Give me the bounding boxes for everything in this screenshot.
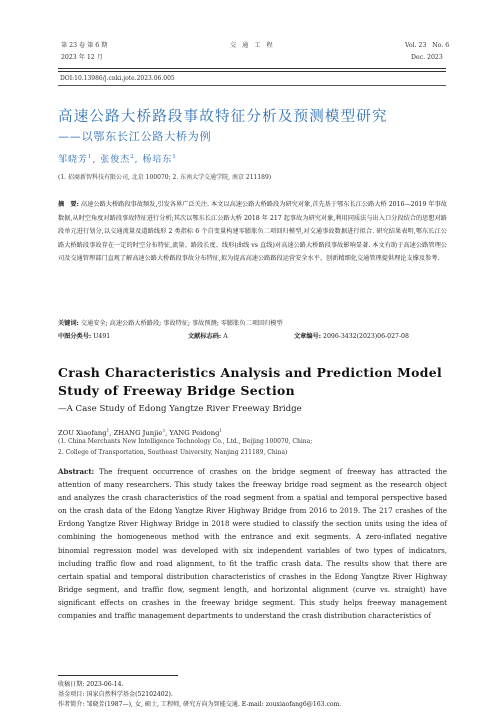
abstract-cn-label: 摘 要: [58, 201, 79, 208]
subtitle-en: —A Case Study of Edong Yangtze River Freeway Bridge [58, 404, 302, 414]
author-en-2: ZHANG Junjie [113, 429, 163, 437]
document-code-value: A [223, 333, 228, 340]
class-number-label: 中图分类号: [58, 333, 92, 340]
abstract-en [58, 465, 447, 622]
doi: DOI:10.13986/j.cnki.jote.2023.06.005 [60, 75, 175, 82]
article-number-value: 2096-3432(2023)06-027-08 [323, 333, 409, 340]
header-volume-en: Vol. 23 No. 6 [405, 42, 450, 49]
keywords-cn [58, 321, 283, 327]
author-cn-2-aff: 2 [130, 154, 135, 160]
header-volume-cn: 第 23 卷 第 6 期 [61, 42, 108, 49]
author-cn-1: 邹晓芳 [58, 155, 89, 165]
doi-rule [58, 85, 446, 86]
author-cn-1-aff: 1 [88, 154, 93, 160]
header-date-en: Dec. 2023 [411, 54, 443, 61]
authors-cn: 邹晓芳$^1$, 张俊杰$^2$, 杨培东$^1$ [58, 154, 177, 165]
abstract-cn-text: 高速公路大桥路段事故频发,引发各界广泛关注. 本文以高速公路大桥路段为研究对象,首先基于鄂东长江公路大桥 2016—2019 年事故数据,从时空角度对路段事故特征进行分析;其次以鄂东长江公路大桥 2018 年 217 起事故为研究对象,利用同质法与出入口分段结合的思想对路段单元进行划分,以交通流量及道路线形 2 类指标 6 个自变量构建零膨胀负二项回归模型,对交通事故数据进行拟合. 研究结果表明,鄂东长江公路大桥路段事故存在一定的时空分布特征,流量、路段长度、线形(曲线 vs 直线)对高速公路大桥路段事故影响显著. 本文有助于高速公路管理公司及交通管理部门直观了解高速公路大桥路段事故分布特征,拟为提高高速公路路段运营安全水平、创新精细化交通管理提供理论支撑及参考. [58, 201, 447, 263]
abstract-cn [58, 198, 447, 266]
article-number [294, 334, 409, 340]
affiliations-cn: (1. 招商新智科技有限公司, 北京 100070; 2. 东南大学交通学院, 南京 211189) [58, 174, 272, 181]
author-en-2-aff: 2 [162, 427, 166, 433]
footnote-fund: 基金项目: 国家自然科学基金(52102402). [58, 691, 173, 698]
subtitle-cn: ——以鄂东长江公路大桥为例 [58, 130, 212, 143]
affiliation-en-1: (1. China Merchants New Intelligence Technology Co., Ltd., Beijing 100070, China; [58, 438, 313, 445]
author-en-3: YANG Peidong [169, 429, 220, 437]
author-en-3-aff: 1 [219, 427, 223, 433]
header-date-cn: 2023 年 12 月 [61, 54, 103, 61]
header-journal-cn: 交 通 工 程 [230, 42, 275, 49]
keywords-cn-text: 交通安全; 高速公路大桥路段; 事故特征; 事故预测; 零膨胀负二项回归模型 [80, 320, 283, 327]
author-cn-2: 张俊杰 [100, 155, 131, 165]
keywords-cn-label: 关键词: [58, 320, 79, 327]
author-en-1-aff: 1 [106, 427, 110, 433]
footnote-received: 收稿日期: 2023-06-14. [58, 681, 124, 688]
author-en-1: ZOU Xiaofang [58, 429, 107, 437]
authors-en: ZOU Xiaofang$^1$, ZHANG Junjie$^2$, YANG Peidong$^1$ [58, 427, 223, 437]
title-en: Crash Characteristics Analysis and Prediction Model Study of Freeway Bridge Section [58, 365, 443, 398]
footnote-rule [58, 675, 178, 676]
title-cn: 高速公路大桥路段事故特征分析及预测模型研究 [58, 109, 388, 125]
affiliation-en-2: 2. College of Transportation, Southeast University, Nanjing 211189, China) [58, 449, 288, 456]
article-number-label: 文章编号: [294, 333, 322, 340]
abstract-en-label: Abstract: [58, 467, 95, 476]
author-cn-3-aff: 1 [172, 154, 177, 160]
footnote-author: 作者简介: 邹晓芳(1987—), 女, 硕士, 工程师, 研究方向为智能交通. E-mail: zouxiaofang6@163.com. [58, 701, 342, 708]
header-rule [58, 68, 446, 69]
class-number-value: U491 [93, 333, 111, 340]
class-number [58, 334, 110, 340]
author-cn-3: 杨培东 [142, 155, 173, 165]
abstract-en-text: The frequent occurrence of crashes on the bridge segment of freeway has attracted the attention of many researchers. This study takes the freeway bridge road segment as the research object and analyzes the crash characteristics of the road segment from a spatial and temporal perspective based on the crash data of the Edong Yangtze River Highway Bridge from 2016 to 2019. The 217 crashes of the Erdong Yangtze River Highway Bridge in 2018 were studied to classify the section units using the idea of combining the homogeneous method with the entrance and exit segments. A zero-inflated negative binomial regression model was developed with six independent variables of two types of indicators, including traffic flow and road alignment, to fit the traffic crash data. The results show that there are certain spatial and temporal distribution characteristics of crashes in the Edong Yangtze River Highway Bridge segment, and traffic flow, segment length, and horizontal alignment (curve vs. straight) have significant effects on crashes in the freeway bridge segment. This study helps freeway management companies and traffic management departments to understand the crash distribution characteristics of [58, 467, 447, 621]
header-rule-thin [58, 71, 446, 72]
document-code-label: 文献标志码: [188, 333, 222, 340]
document-code [188, 334, 228, 340]
